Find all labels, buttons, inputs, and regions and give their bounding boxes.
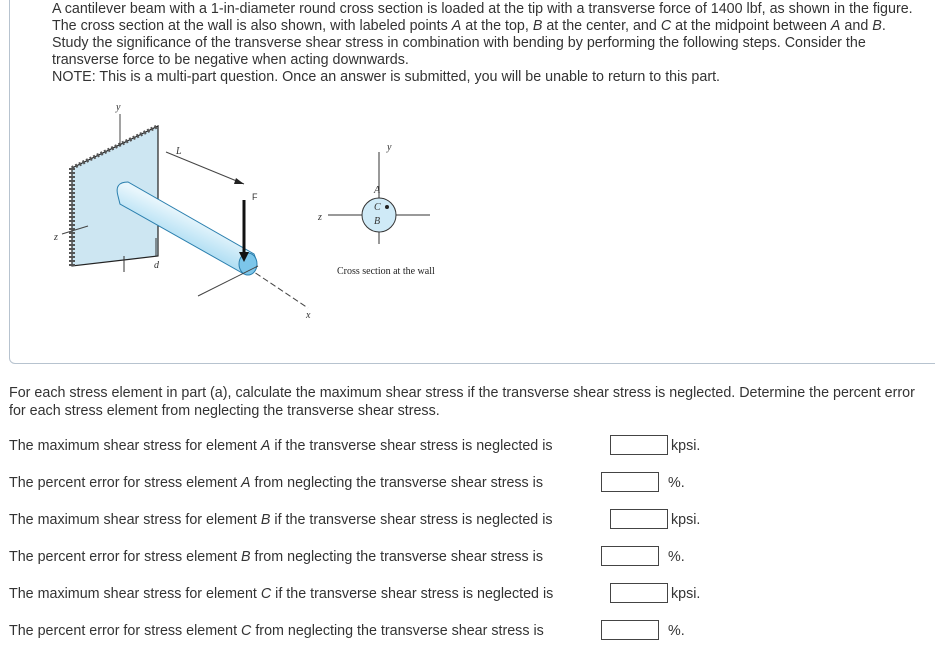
problem-text-part: at the center, and bbox=[542, 18, 661, 34]
label-x: x bbox=[306, 310, 311, 321]
element-label: B bbox=[241, 549, 251, 565]
section-caption: Cross section at the wall bbox=[337, 266, 435, 277]
unit-label: %. bbox=[668, 549, 685, 565]
element-label: C bbox=[260, 586, 272, 602]
unit-label: %. bbox=[668, 475, 685, 491]
question-text: The percent error for stress element bbox=[9, 475, 242, 491]
label-L: L bbox=[176, 146, 182, 157]
question-text: if the transverse shear stress is neglected is bbox=[270, 438, 553, 454]
unit-label: %. bbox=[668, 623, 685, 639]
part-intro: For each stress element in part (a), calculate the maximum shear stress if the transverse shear stress is neglected. Determine the percent error for each stress element from neglecting the transverse shear stress. bbox=[9, 385, 915, 419]
section-label-y: y bbox=[387, 142, 392, 153]
element-label: C bbox=[241, 623, 252, 639]
element-label: A bbox=[241, 475, 251, 491]
question-text: The percent error for stress element bbox=[9, 549, 242, 565]
question-text: from neglecting the transverse shear stress is bbox=[251, 623, 544, 639]
question-row-A-shear bbox=[9, 435, 729, 457]
problem-text-part: A cantilever beam with a 1-in-diameter round cross section is loaded at the tip with a transverse force of 1400 lbf, as shown in the figure. The cross section at the wall is also shown, with labeled points bbox=[52, 1, 913, 34]
problem-statement bbox=[52, 1, 922, 86]
problem-text-part: at the top, bbox=[461, 18, 533, 34]
x-axis bbox=[248, 268, 308, 308]
problem-text bbox=[52, 1, 922, 69]
question-text: if the transverse shear stress is neglected is bbox=[271, 586, 554, 602]
question-text: The percent error for stress element bbox=[9, 623, 242, 639]
question-label bbox=[9, 435, 553, 457]
answer-input-A-shear[interactable] bbox=[610, 435, 668, 455]
dimension-arrow bbox=[234, 178, 244, 184]
point-label: A bbox=[830, 18, 841, 34]
section-label-B: B bbox=[374, 216, 381, 227]
unit-label: kpsi. bbox=[671, 438, 701, 454]
question-row-C-shear bbox=[9, 583, 729, 605]
point-label: A bbox=[451, 18, 462, 34]
question-row-B-shear bbox=[9, 509, 729, 531]
question-label bbox=[9, 546, 543, 568]
point-label: B bbox=[872, 18, 882, 34]
x-axis-support bbox=[198, 266, 258, 296]
section-label-z: z bbox=[318, 212, 322, 223]
problem-text-part: at the midpoint between bbox=[671, 18, 831, 34]
question-row-B-error bbox=[9, 546, 729, 568]
problem-text-part: and bbox=[840, 18, 873, 34]
question-label bbox=[9, 620, 544, 642]
question-text: The maximum shear stress for element bbox=[9, 512, 261, 528]
question-text: The maximum shear stress for element bbox=[9, 438, 261, 454]
label-F: F bbox=[252, 192, 258, 202]
unit-label: kpsi. bbox=[671, 512, 701, 528]
answer-input-C-shear[interactable] bbox=[610, 583, 668, 603]
question-text: The maximum shear stress for element bbox=[9, 586, 261, 602]
answer-input-B-error[interactable] bbox=[601, 546, 659, 566]
label-y: y bbox=[116, 102, 121, 113]
problem-text-part: . Study the significance of the transverse shear stress in combination with bending by performing the following steps. Consider the transverse force to be negative when acting downwards. bbox=[52, 18, 886, 68]
question-label bbox=[9, 509, 553, 531]
label-z: z bbox=[54, 232, 58, 243]
question-text: from neglecting the transverse shear stress is bbox=[250, 475, 543, 491]
answer-input-B-shear[interactable] bbox=[610, 509, 668, 529]
section-label-C: C bbox=[374, 202, 381, 213]
question-row-C-error bbox=[9, 620, 729, 642]
point-label: C bbox=[660, 18, 672, 34]
unit-label: kpsi. bbox=[671, 586, 701, 602]
section-label-A: A bbox=[374, 185, 381, 196]
point-label: B bbox=[532, 18, 543, 34]
question-label bbox=[9, 472, 543, 494]
beam-figure bbox=[48, 96, 468, 326]
question-label bbox=[9, 583, 553, 605]
question-text: from neglecting the transverse shear stress is bbox=[250, 549, 543, 565]
question-text: if the transverse shear stress is neglected is bbox=[270, 512, 553, 528]
problem-note: NOTE: This is a multi-part question. Once an answer is submitted, you will be unable to return to this part. bbox=[52, 69, 721, 85]
answer-input-A-error[interactable] bbox=[601, 472, 659, 492]
question-row-A-error bbox=[9, 472, 729, 494]
answer-input-C-error[interactable] bbox=[601, 620, 659, 640]
label-d: d bbox=[154, 260, 159, 271]
point-C-dot bbox=[385, 205, 389, 209]
element-label: A bbox=[260, 438, 271, 454]
element-label: B bbox=[260, 512, 271, 528]
